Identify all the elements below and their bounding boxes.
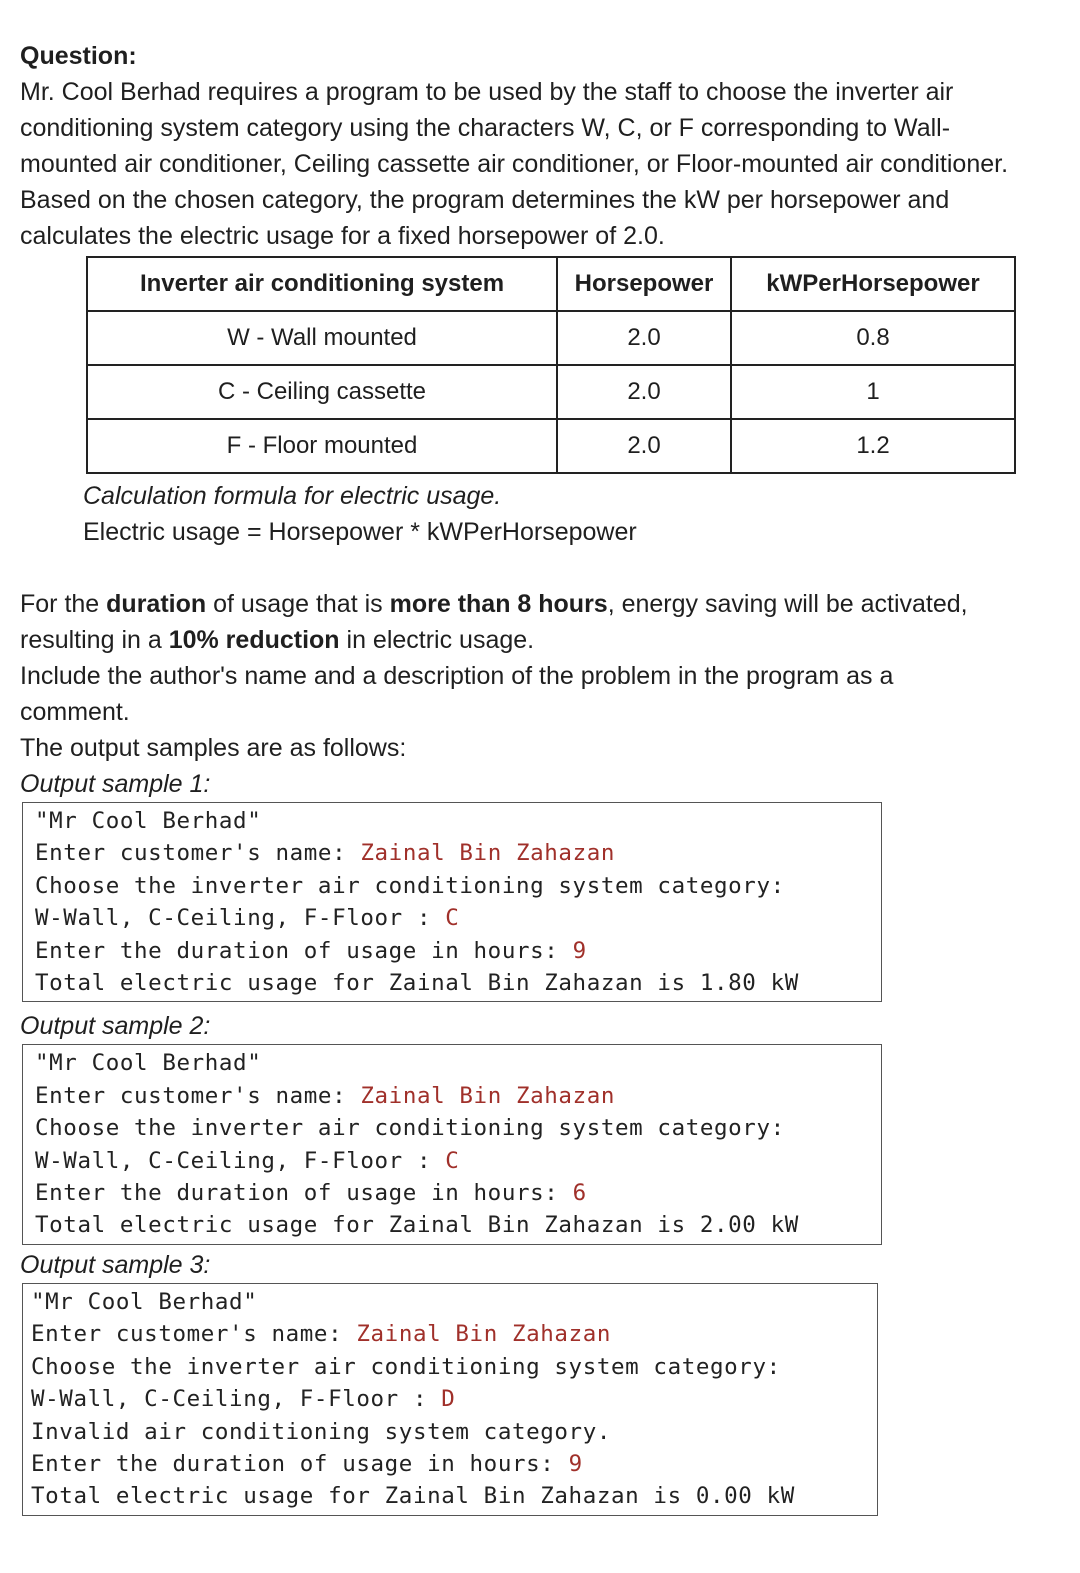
- console-input: C: [445, 905, 460, 932]
- console-input: 9: [572, 937, 587, 964]
- console-line: Invalid air conditioning system category.: [31, 1418, 611, 1445]
- console-line: Choose the inverter air conditioning system category:: [31, 1353, 781, 1380]
- question-intro: [20, 74, 1080, 254]
- console-line: Choose the inverter air conditioning system category:: [35, 872, 785, 899]
- question-document: [20, 38, 1080, 1516]
- console-line: "Mr Cool Berhad": [35, 1050, 262, 1077]
- table-header-row: [87, 257, 1015, 311]
- console-line: "Mr Cool Berhad": [31, 1288, 258, 1315]
- ac-spec-table: [86, 256, 1016, 474]
- intro-line: Based on the chosen category, the program determines the kW per horsepower and: [20, 186, 950, 214]
- formula-expression: Electric usage = Horsepower * kWPerHorsepower: [83, 518, 637, 546]
- intro-line: calculates the electric usage for a fixed horsepower of 2.0.: [20, 222, 665, 250]
- console-input: Zainal Bin Zahazan: [356, 1321, 612, 1348]
- formula-title: Calculation formula for electric usage.: [83, 482, 502, 510]
- cell-horsepower: 2.0: [557, 311, 731, 365]
- sample-label: Output sample 3:: [20, 1250, 211, 1279]
- console-line: Total electric usage for Zainal Bin Zahazan is 2.00 kW: [35, 1212, 799, 1239]
- console-output: [22, 1283, 878, 1516]
- console-line: Enter the duration of usage in hours:: [31, 1450, 569, 1477]
- console-output: [22, 802, 882, 1002]
- header-system: Inverter air conditioning system: [87, 257, 557, 311]
- console-line: W-Wall, C-Ceiling, F-Floor :: [31, 1386, 442, 1413]
- table-row: [87, 365, 1015, 419]
- text: For the: [20, 590, 107, 618]
- header-horsepower: Horsepower: [557, 257, 731, 311]
- console-line: Enter customer's name:: [35, 1082, 361, 1109]
- table-row: [87, 311, 1015, 365]
- bold-text: more than 8 hours: [389, 590, 608, 618]
- header-kw-per-horsepower: kWPerHorsepower: [731, 257, 1015, 311]
- console-line: Enter the duration of usage in hours:: [35, 937, 573, 964]
- cell-horsepower: 2.0: [557, 365, 731, 419]
- text: in electric usage.: [339, 626, 535, 654]
- question-heading: Question:: [20, 42, 137, 70]
- sample-label: Output sample 1:: [20, 770, 211, 798]
- text: , energy saving will be activated,: [607, 590, 968, 618]
- console-line: Enter customer's name:: [35, 840, 361, 867]
- text: of usage that is: [206, 590, 390, 618]
- intro-line: conditioning system category using the characters W, C, or F corresponding to Wall-: [20, 114, 951, 142]
- cell-kw: 1.2: [731, 419, 1015, 473]
- console-line: Choose the inverter air conditioning system category:: [35, 1115, 785, 1142]
- comment-rule-line-1: Include the author's name and a description of the problem in the program as a: [20, 662, 894, 690]
- cell-system: F - Floor mounted: [87, 419, 557, 473]
- cell-horsepower: 2.0: [557, 419, 731, 473]
- table-row: [87, 419, 1015, 473]
- console-line: W-Wall, C-Ceiling, F-Floor :: [35, 905, 446, 932]
- cell-kw: 0.8: [731, 311, 1015, 365]
- saving-line-2: [20, 622, 1080, 658]
- saving-line-1: [20, 586, 1080, 622]
- cell-system: C - Ceiling cassette: [87, 365, 557, 419]
- samples-intro: The output samples are as follows:: [20, 734, 407, 762]
- console-line: Enter the duration of usage in hours:: [35, 1180, 573, 1207]
- console-input: 9: [568, 1450, 583, 1477]
- cell-system: W - Wall mounted: [87, 311, 557, 365]
- intro-line: Mr. Cool Berhad requires a program to be used by the staff to choose the inverter air: [20, 78, 954, 106]
- console-line: Total electric usage for Zainal Bin Zahazan is 0.00 kW: [31, 1483, 795, 1510]
- console-input: Zainal Bin Zahazan: [360, 840, 616, 867]
- console-input: C: [445, 1147, 460, 1174]
- comment-rule-line-2: comment.: [20, 698, 130, 726]
- cell-kw: 1: [731, 365, 1015, 419]
- console-line: Enter customer's name:: [31, 1321, 357, 1348]
- console-output: [22, 1044, 882, 1244]
- saving-rule: [20, 586, 1080, 766]
- console-input: D: [441, 1386, 456, 1413]
- console-input: Zainal Bin Zahazan: [360, 1082, 616, 1109]
- console-line: Total electric usage for Zainal Bin Zahazan is 1.80 kW: [35, 970, 799, 997]
- console-line: "Mr Cool Berhad": [35, 808, 262, 834]
- formula-block: [83, 478, 1080, 550]
- console-line: W-Wall, C-Ceiling, F-Floor :: [35, 1147, 446, 1174]
- intro-line: mounted air conditioner, Ceiling cassette air conditioner, or Floor-mounted air conditioner.: [20, 150, 1009, 178]
- bold-text: duration: [106, 590, 207, 618]
- console-input: 6: [572, 1180, 587, 1207]
- sample-label: Output sample 2:: [20, 1012, 211, 1041]
- bold-text: 10% reduction: [168, 626, 340, 654]
- text: resulting in a: [20, 626, 169, 654]
